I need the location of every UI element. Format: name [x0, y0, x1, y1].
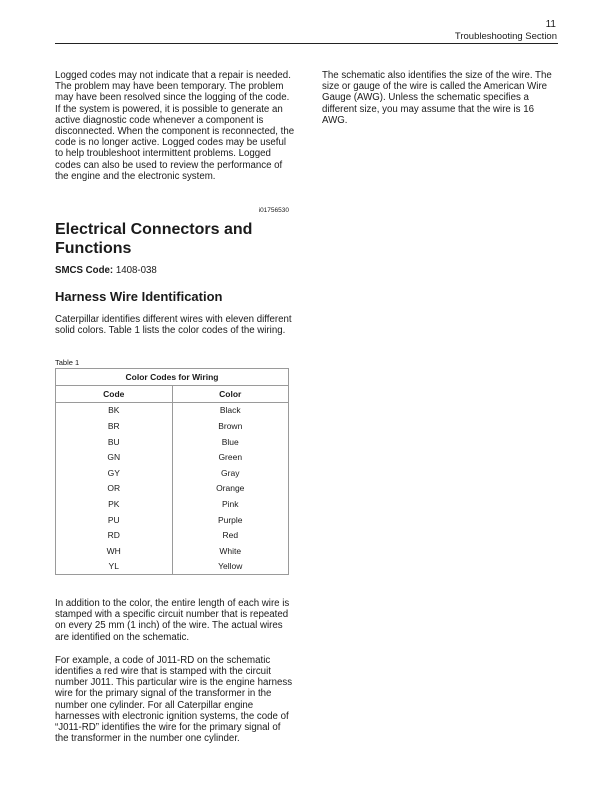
left-column-text: [55, 70, 295, 194]
smcs-code: [55, 265, 157, 276]
table-row: [56, 481, 289, 497]
table-row: [56, 527, 289, 543]
intro-paragraph: Caterpillar identifies different wires with eleven different solid colors. Table 1 lists the color codes of the wiring.: [55, 314, 292, 337]
color-cell: Gray: [172, 465, 289, 481]
color-cell: Pink: [172, 496, 289, 512]
code-cell: GY: [56, 465, 173, 481]
logged-codes-paragraph: Logged codes may not indicate that a repair is needed. The problem may have been temporary. The problem may have been resolved since the logging of the code. If the system is powered, it is possible to generate an active diagnostic code whenever a component is disconnected. When the component is reconnected, the code is no longer active. Logged codes may be useful to help troubleshoot intermittent problems. Logged codes can also be used to review the performance of the engine and the electronic system.: [55, 70, 295, 182]
smcs-value: 1408-038: [115, 265, 157, 276]
color-codes-table: [55, 368, 289, 575]
wire-size-paragraph: The schematic also identifies the size of the wire. The size or gauge of the wire is called the American Wire Gauge (AWG). Unless the schematic specifies a different size, you may assume that the wire is 16 AWG.: [322, 70, 552, 126]
table-header-code: Code: [56, 386, 173, 403]
code-cell: GN: [56, 449, 173, 465]
code-cell: PU: [56, 512, 173, 528]
circuit-number-paragraph: In addition to the color, the entire length of each wire is stamped with a specific circuit number that is repeated on every 25 mm (1 inch) of the wire. The actual wires are identified on the schematic.: [55, 598, 290, 643]
section-subheading: Harness Wire Identification: [55, 289, 223, 304]
document-id: i01756530: [258, 207, 289, 214]
table-label: Table 1: [55, 358, 80, 367]
table-row: [56, 434, 289, 450]
section-title: Troubleshooting Section: [454, 31, 557, 42]
color-cell: Brown: [172, 418, 289, 434]
table-row: [56, 402, 289, 418]
code-cell: WH: [56, 543, 173, 559]
color-cell: Black: [172, 402, 289, 418]
table-row: [56, 559, 289, 575]
article-title: Electrical Connectors and Functions: [55, 221, 253, 257]
code-cell: PK: [56, 496, 173, 512]
color-cell: Red: [172, 527, 289, 543]
color-cell: Purple: [172, 512, 289, 528]
color-cell: White: [172, 543, 289, 559]
smcs-label: SMCS Code:: [55, 265, 114, 276]
table-row: [56, 512, 289, 528]
code-cell: OR: [56, 481, 173, 497]
table-header-color: Color: [172, 386, 289, 403]
table-row: [56, 449, 289, 465]
code-cell: BK: [56, 402, 173, 418]
after-table-text: [55, 598, 295, 756]
color-cell: Blue: [172, 434, 289, 450]
code-cell: RD: [56, 527, 173, 543]
color-cell: Orange: [172, 481, 289, 497]
code-cell: BR: [56, 418, 173, 434]
table-caption: Color Codes for Wiring: [56, 369, 289, 386]
header-rule: [55, 43, 558, 44]
color-cell: Yellow: [172, 559, 289, 575]
table-row: [56, 418, 289, 434]
page-number: 11: [545, 19, 556, 30]
right-column-text: [322, 70, 560, 138]
code-cell: YL: [56, 559, 173, 575]
table-row: [56, 543, 289, 559]
color-cell: Green: [172, 449, 289, 465]
table-row: [56, 496, 289, 512]
table-row: [56, 465, 289, 481]
example-paragraph: For example, a code of J011-RD on the schematic identifies a red wire that is stamped with the circuit number J011. This particular wire is the engine harness wire for the primary signal of the transformer in the number one cylinder. For all Caterpillar engine harnesses with electronic ignition systems, the code of “J011-RD” identifies the wire for the primary signal of the transformer in the number one cylinder.: [55, 654, 293, 745]
code-cell: BU: [56, 434, 173, 450]
